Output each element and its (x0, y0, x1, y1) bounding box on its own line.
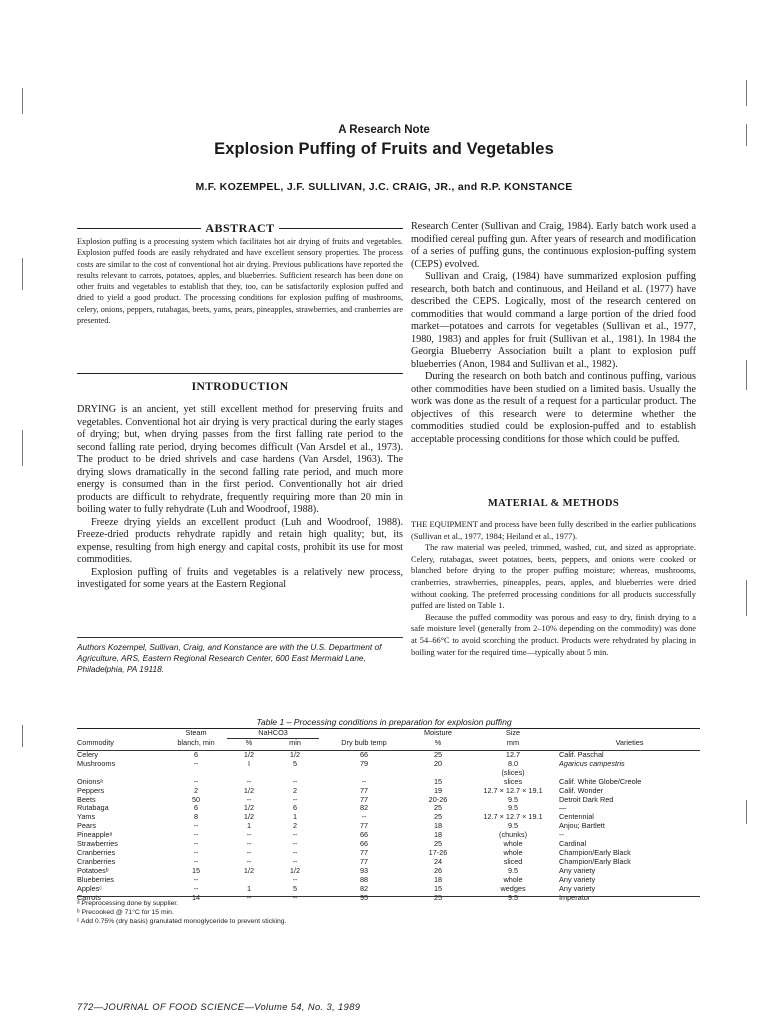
table-cell: -- (193, 884, 199, 893)
table-row (77, 867, 700, 876)
table-cell: 66 (359, 750, 369, 759)
table-cell: 6 (292, 804, 298, 813)
table-cell: -- (361, 813, 367, 822)
table-cell: Pears (77, 822, 97, 831)
margin-tick (746, 800, 747, 824)
table-cell: -- (292, 777, 298, 786)
table-cell: -- (246, 831, 252, 840)
abstract-heading: ABSTRACT (77, 221, 403, 236)
table-header-cell: % (227, 739, 271, 751)
table-cell: Imperator (559, 893, 591, 902)
table-cell: whole (503, 840, 523, 849)
table-cell: Centennial (559, 813, 594, 822)
table-header-cell: min (271, 739, 319, 751)
table-cell: 1 (246, 884, 252, 893)
table-cell: Cranberries (77, 848, 116, 857)
table-cell: 26 (433, 866, 443, 875)
table-cell: 1/2 (289, 866, 301, 875)
table-cell: 15 (433, 777, 443, 786)
table-cell: 5 (292, 884, 298, 893)
body-paragraph: Sullivan and Craig, (1984) have summarized explosion puffing research, both batch and continuous, and Heiland et al. (1977) have described the CEPS. Logically, most of the research centered on commodities that would command a large portion of the dried food market—potatoes and carrots for vegetables (Sullivan et al., 1977, 1980, 1983) and apples for fruit (Sullivan et al., 1981). In 1984 the Georgia Blueberry Association built a plant to explosion puff blueberries (Anon, 1984 and Sullivan et al., 1982). (411, 271, 696, 370)
table-cell: Champion/Early Black (559, 848, 631, 857)
table-cell: 88 (359, 875, 369, 884)
table-cell (227, 876, 271, 885)
table-cell: 15 (191, 866, 201, 875)
table-cell: 2 (292, 822, 298, 831)
table-cell: -- (246, 840, 252, 849)
table-caption: Table 1 – Processing conditions in preparation for explosion puffing (256, 717, 512, 727)
table-cell: 77 (359, 848, 369, 857)
table-cell: Blueberries (77, 875, 114, 884)
table-row (77, 885, 700, 894)
table-header-cell: mm (467, 739, 559, 751)
table-header-cell: Steam (185, 729, 207, 737)
table-cell: -- (361, 777, 367, 786)
margin-tick (746, 80, 747, 106)
intro-paragraph: Explosion puffing of fruits and vegetables is a relatively new process, investigated for some years at the Eastern Regional (77, 566, 403, 590)
table-cell: -- (292, 893, 298, 902)
table-cell: Calif. White Globe/Creole (559, 777, 642, 786)
margin-tick (746, 580, 747, 616)
table-cell: 6 (193, 804, 199, 813)
table-cell: 12.7 × 12.7 × 19.1 (483, 813, 543, 822)
table-cell: -- (246, 848, 252, 857)
methods-heading: MATERIAL & METHODS (487, 498, 620, 509)
table-cell: Potatoesᵇ (77, 866, 109, 875)
table-cell: -- (193, 857, 199, 866)
table-cell: -- (246, 857, 252, 866)
table-cell: Yams (77, 813, 96, 822)
table-cell: 25 (433, 840, 443, 849)
table-cell: 17-26 (428, 848, 448, 857)
table-cell: 18 (433, 875, 443, 884)
methods-paragraph: The raw material was peeled, trimmed, washed, cut, and sized as appropriate. Celery, rutabagas, sweet potatoes, beets, peppers, and onions were cooked or blanched before drying to the proper puffing moisture; whereas, mushrooms, cranberries, strawberries, pineapples, pears, apples, and blueberries were dried without cooking. The preferred processing conditions for all products successfully puffed are listed on Table 1. (411, 543, 696, 611)
table-cell: 14 (191, 893, 201, 902)
table-cell: 9.5 (507, 804, 519, 813)
table-cell: 1 (292, 813, 298, 822)
table-cell: Any variety (559, 875, 596, 884)
table-row (77, 804, 700, 813)
table-cell: 8.0 (507, 759, 519, 768)
table-cell: -- (193, 759, 199, 768)
margin-tick (22, 725, 23, 747)
table-cell: 77 (359, 857, 369, 866)
table-cell: 77 (359, 795, 369, 804)
table-header-cell: Varieties (559, 739, 700, 751)
table-cell: 2 (193, 786, 199, 795)
table-cell: 25 (433, 750, 443, 759)
table-cell: -- (246, 795, 252, 804)
table-row (77, 751, 700, 760)
methods-paragraph: THE EQUIPMENT and process have been fully described in the earlier publications (Sullivan et al., 1977, 1984; Heiland et al., 1977). (411, 520, 696, 541)
table-cell: 93 (359, 866, 369, 875)
table-cell (227, 769, 271, 778)
table-cell: Any variety (559, 866, 596, 875)
table-cell: (slices) (501, 768, 525, 777)
table-header-cell: % (409, 739, 467, 751)
table-row (77, 796, 700, 805)
table-cell (319, 769, 409, 778)
table-cell: 9.5 (507, 893, 519, 902)
table-cell: 1/2 (289, 750, 301, 759)
table-body (77, 751, 700, 903)
table-cell: Anjou; Bartlett (559, 822, 605, 831)
table-row (77, 858, 700, 867)
table-bottom-rule (77, 896, 700, 897)
table-cell: 18 (433, 822, 443, 831)
table-cell: 19 (433, 786, 443, 795)
margin-tick (746, 360, 747, 390)
table-cell: 1/2 (243, 804, 255, 813)
table-cell: -- (193, 840, 199, 849)
table-cell: 25 (433, 804, 443, 813)
table-cell: 20 (433, 759, 443, 768)
table-cell: Applesᶜ (77, 884, 102, 893)
table-cell: -- (193, 822, 199, 831)
table-cell: whole (503, 875, 523, 884)
table-header-row (77, 739, 700, 751)
table-cell: -- (292, 840, 298, 849)
table-cell: -- (193, 875, 199, 884)
table-cell: 1/2 (243, 750, 255, 759)
table-cell (271, 769, 319, 778)
table-cell: 15 (433, 884, 443, 893)
table-cell: 9.5 (507, 795, 519, 804)
table-header-row (77, 729, 700, 739)
table-header-cell: Commodity (77, 739, 165, 751)
table-cell: whole (503, 848, 523, 857)
table-row (77, 840, 700, 849)
margin-tick (22, 258, 23, 290)
table-header-cell: NaHCO3 (227, 729, 319, 739)
table-cell: wedges (500, 884, 526, 893)
table-cell: Beets (77, 795, 96, 804)
table-row (77, 831, 700, 840)
table-cell: -- (193, 848, 199, 857)
table-cell (559, 769, 700, 778)
author-affiliation-note: Authors Kozempel, Sullivan, Craig, and Konstance are with the U.S. Department of Agriculture, ARS, Eastern Regional Research Center, 600 East Mermaid Lane, Philadelphia, PA 19118. (77, 642, 382, 675)
table-cell: — (559, 804, 567, 813)
table-cell: 12.7 (505, 750, 521, 759)
table-cell: Cardinal (559, 840, 587, 849)
table-cell: -- (292, 848, 298, 857)
table-cell: 12.7 × 12.7 × 19.1 (483, 786, 543, 795)
table-cell: 77 (359, 786, 369, 795)
table-cell: -- (193, 831, 199, 840)
article-kicker: A Research Note (338, 124, 430, 136)
margin-tick (22, 430, 23, 466)
table-cell: 1/2 (243, 786, 255, 795)
intro-paragraph: DRYING is an ancient, yet still excellent method for preserving fruits and vegetables. Conventional hot air drying is very practical during the early stages of drying; but, when drying passes from the first falling rate period to the second falling rate period, drying becomes difficult (Van Arsdel et al., 1973). The product to be dried shrivels and case hardens (Van Arsdel, 1963). The drying slows dramatically in the second falling rate period, and much more energy is consumed than in the first period. Conventionally hot air dried products are difficult to rehydrate, frequently requiring more than 20 min in boiling water to fully rehydrate (Luh and Woodroof, 1988). (77, 404, 403, 515)
table-cell: 25 (433, 813, 443, 822)
table-cell: Rutabaga (77, 804, 109, 813)
author-list: M.F. KOZEMPEL, J.F. SULLIVAN, J.C. CRAIG, JR., and R.P. KONSTANCE (195, 181, 573, 193)
table-footnote: ᵃ Preprocessing done by supplier. (77, 900, 179, 907)
table-row (77, 778, 700, 787)
table-cell: 20-26 (428, 795, 448, 804)
table-cell: 66 (359, 831, 369, 840)
table-header-cell: Moisture (424, 729, 452, 737)
journal-footer: 772—JOURNAL OF FOOD SCIENCE—Volume 54, No. 3, 1989 (77, 1002, 361, 1012)
table-cell: -- (193, 777, 199, 786)
table-cell: Peppers (77, 786, 105, 795)
table-cell: 25 (433, 893, 443, 902)
table-cell: Any variety (559, 884, 596, 893)
body-paragraph: During the research on both batch and continous puffing, various other commodities have been studied on a limited basis. Usually the work was done as the result of a request for a particular product. The objectives of this research were to determine whether the commodities studied could be explosion-puffed and to establish acceptable processing conditions for those which could be puffed. (411, 371, 696, 445)
table-row (77, 787, 700, 796)
table-cell: (chunks) (499, 831, 527, 840)
table-cell: 82 (359, 804, 369, 813)
table-cell: 95 (359, 893, 369, 902)
table-row (77, 822, 700, 831)
intro-paragraph: Freeze drying yields an excellent product (Luh and Woodroof, 1988). Freeze-dried products rehydrate rapidly and retain high quality; but, its expense, resulting from high energy and capital costs, prohibit its use for most commodities. (77, 516, 403, 565)
table-row (77, 849, 700, 858)
table-cell: Calif. Wonder (559, 786, 604, 795)
table-row (77, 769, 700, 778)
table-cell: -- (559, 831, 564, 840)
processing-conditions-table (77, 729, 700, 902)
table-row (77, 813, 700, 822)
table-cell: Cranberries (77, 857, 116, 866)
footnote-divider (77, 637, 403, 638)
table-cell: Calif. Paschal (559, 750, 604, 759)
introduction-heading: INTRODUCTION (191, 381, 289, 393)
table-cell: -- (292, 857, 298, 866)
table-header-cell: blanch, min (165, 739, 227, 751)
table-cell: 8 (193, 813, 199, 822)
table-cell: 1/2 (243, 866, 255, 875)
table-cell: 66 (359, 840, 369, 849)
section-divider (77, 373, 403, 374)
table-cell: Mushrooms (77, 759, 116, 768)
table-cell (409, 769, 467, 778)
table-cell: Detroit Dark Red (559, 795, 614, 804)
table-cell (77, 769, 165, 778)
table-row (77, 760, 700, 769)
table-cell: -- (246, 893, 252, 902)
methods-body (411, 519, 696, 658)
table-header-cell: Dry bulb temp (319, 739, 409, 751)
table-cell: -- (292, 875, 298, 884)
table-cell: 1 (246, 822, 252, 831)
table-cell: 50 (191, 795, 201, 804)
table-cell: Agaricus campestris (559, 759, 625, 768)
table-cell: 6 (193, 750, 199, 759)
table-cell: 79 (359, 759, 369, 768)
right-column-body (411, 221, 696, 446)
table-cell: -- (246, 777, 252, 786)
table-cell: Pineappleᵃ (77, 831, 113, 840)
table-row (77, 876, 700, 885)
table-cell: Champion/Early Black (559, 857, 631, 866)
table-cell: -- (292, 831, 298, 840)
table-cell (165, 769, 227, 778)
table-cell: sliced (503, 857, 523, 866)
table-cell: Onionsᵃ (77, 777, 103, 786)
table-header-cell: Size (505, 729, 521, 737)
table-cell: Carrots (77, 893, 101, 902)
table-cell: 9.5 (507, 822, 519, 831)
table-cell: 1/2 (243, 813, 255, 822)
table-footnote: ᵇ Precooked @ 71°C for 15 min. (77, 909, 174, 916)
margin-tick (22, 88, 23, 114)
table-cell: 18 (433, 831, 443, 840)
table-cell: -- (292, 795, 298, 804)
table-cell: Celery (77, 750, 99, 759)
article-title: Explosion Puffing of Fruits and Vegetables (214, 140, 554, 158)
table-cell: 5 (292, 759, 298, 768)
methods-paragraph: Because the puffed commodity was porous and easy to dry, finish drying to a safe moisture level (generally from 2–10% depending on the commodity) was done at 54–66°C to avoid scorching the product. Products were rehydrated by placing in boiling water for the required time—typically about 5 min. (411, 612, 696, 657)
table-cell: 2 (292, 786, 298, 795)
table-cell: 24 (433, 857, 443, 866)
table-cell: slices (503, 777, 523, 786)
table-cell: Strawberries (77, 840, 118, 849)
table-footnotes (77, 899, 700, 926)
table-cell: 82 (359, 884, 369, 893)
table-cell: 77 (359, 822, 369, 831)
abstract-text: Explosion puffing is a processing system which facilitates hot air drying of fruits and vegetables. Explosion puffed foods are easily rehydrated and have excellent sensory properties. The process costs are similar to the cost of conventional hot air drying. Previous publications have reported the results relevant to carrots, potatoes, apples, and blueberries. Sufficient research has been done on other fruits and vegetables to establish that they, too, can be satisfactorily explosion puffed and dried to yield a good product. The processing conditions for explosion puffing of mushrooms, celery, onions, peppers, rutabagas, beets, yams, pears, pineapples, strawberries, and cranberries are presented. (77, 237, 403, 326)
table-footnote: ᶜ Add 0.75% (dry basis) granulated monoglyceride to prevent sticking. (77, 918, 287, 925)
table-cell: 9.5 (507, 866, 519, 875)
introduction-body (77, 404, 403, 592)
body-paragraph: Research Center (Sullivan and Craig, 1984). Early batch work used a modified cereal puffing gun. After years of research and modification of a series of puffing guns, the continuous explosion-puffing system (CEPS) evolved. (411, 221, 696, 270)
table-cell: I (247, 759, 251, 768)
